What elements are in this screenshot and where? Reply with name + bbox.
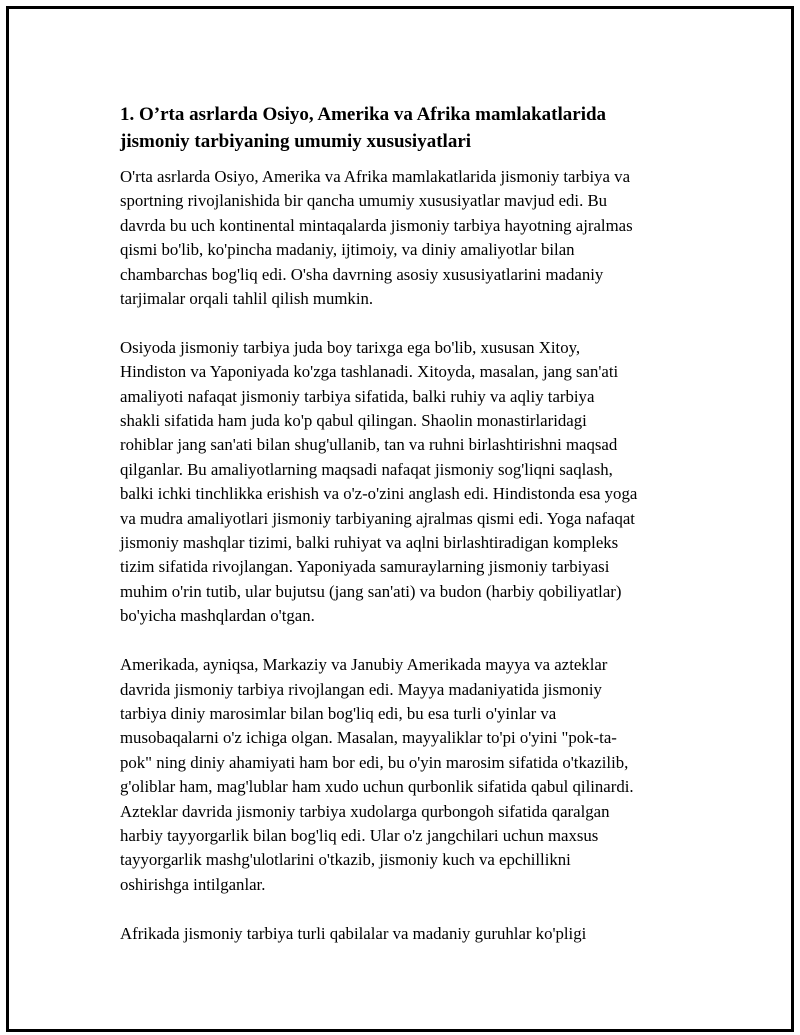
text-line: amaliyoti nafaqat jismoniy tarbiya sifatida, balki ruhiy va aqliy tarbiya: [120, 386, 595, 406]
text-line: va mudra amaliyotlari jismoniy tarbiyaning ajralmas qismi edi. Yoga nafaqat: [120, 508, 635, 528]
text-line: oshirishga intilganlar.: [120, 874, 266, 894]
text-line: Azteklar davrida jismoniy tarbiya xudolarga qurbongoh sifatida qaralgan: [120, 801, 610, 821]
paragraph-america: [120, 653, 700, 897]
text-line: Afrikada jismoniy tarbiya turli qabilalar va madaniy guruhlar ko'pligi: [120, 923, 587, 943]
document-body: [120, 101, 700, 970]
text-line: harbiy tayyorgarlik bilan bog'liq edi. Ular o'z jangchilari uchun maxsus: [120, 825, 599, 845]
text-line: shakli sifatida ham juda ko'p qabul qilingan. Shaolin monastirlaridagi: [120, 411, 587, 431]
text-line: bo'yicha mashqlardan o'tgan.: [120, 606, 315, 626]
text-line: tizim sifatida rivojlangan. Yaponiyada samuraylarning jismoniy tarbiyasi: [120, 557, 610, 577]
section-heading: [120, 101, 700, 155]
text-line: rohiblar jang san'ati bilan shug'ullanib, tan va ruhni birlashtirishni maqsad: [120, 435, 618, 455]
paragraph-intro: [120, 165, 700, 311]
text-line: tayyorgarlik mashg'ulotlarini o'tkazib, jismoniy kuch va epchillikni: [120, 850, 571, 870]
text-line: sportning rivojlanishida bir qancha umumiy xususiyatlar mavjud edi. Bu: [120, 191, 608, 211]
text-line: chambarchas bog'liq edi. O'sha davrning asosiy xususiyatlarini madaniy: [120, 264, 604, 284]
text-line: musobaqalarni o'z ichiga olgan. Masalan, mayyaliklar to'pi o'yini "pok-ta-: [120, 728, 617, 748]
paragraph-africa: [120, 922, 700, 946]
text-line: g'oliblar ham, mag'lublar ham xudo uchun qurbonlik sifatida qabul qilinardi.: [120, 777, 634, 797]
text-line: Osiyoda jismoniy tarbiya juda boy tarixga ega bo'lib, xususan Xitoy,: [120, 337, 581, 357]
text-line: O'rta asrlarda Osiyo, Amerika va Afrika mamlakatlarida jismoniy tarbiya va: [120, 167, 631, 186]
paragraph-asia: [120, 336, 700, 629]
text-line: balki ichki tinchlikka erishish va o'z-o'zini anglash edi. Hindistonda esa yoga: [120, 484, 638, 504]
heading-line: 1. O’rta asrlarda Osiyo, Amerika va Afrika mamlakatlarida: [120, 104, 607, 125]
text-line: tarjimalar orqali tahlil qilish mumkin.: [120, 289, 374, 309]
page-frame: [6, 6, 794, 1032]
text-line: qilganlar. Bu amaliyotlarning maqsadi nafaqat jismoniy sog'liqni saqlash,: [120, 459, 613, 479]
text-line: jismoniy mashqlar tizimi, balki ruhiyat va aqlni birlashtiradigan kompleks: [120, 533, 619, 553]
text-line: qismi bo'lib, ko'pincha madaniy, ijtimoiy, va diniy amaliyotlar bilan: [120, 240, 575, 260]
text-line: davrda bu uch kontinental mintaqalarda jismoniy tarbiya hayotning ajralmas: [120, 215, 633, 235]
text-line: Hindiston va Yaponiyada ko'zga tashlanadi. Xitoyda, masalan, jang san'ati: [120, 362, 619, 382]
text-line: tarbiya diniy marosimlar bilan bog'liq edi, bu esa turli o'yinlar va: [120, 703, 557, 723]
heading-line: jismoniy tarbiyaning umumiy xususiyatlari: [120, 131, 472, 152]
text-line: Amerikada, ayniqsa, Markaziy va Janubiy Amerikada mayya va azteklar: [120, 655, 608, 675]
text-line: muhim o'rin tutib, ular bujutsu (jang san'ati) va budon (harbiy qobiliyatlar): [120, 581, 622, 601]
text-line: davrida jismoniy tarbiya rivojlangan edi. Mayya madaniyatida jismoniy: [120, 679, 602, 699]
text-line: pok" ning diniy ahamiyati ham bor edi, bu o'yin marosim sifatida o'tkazilib,: [120, 752, 629, 772]
